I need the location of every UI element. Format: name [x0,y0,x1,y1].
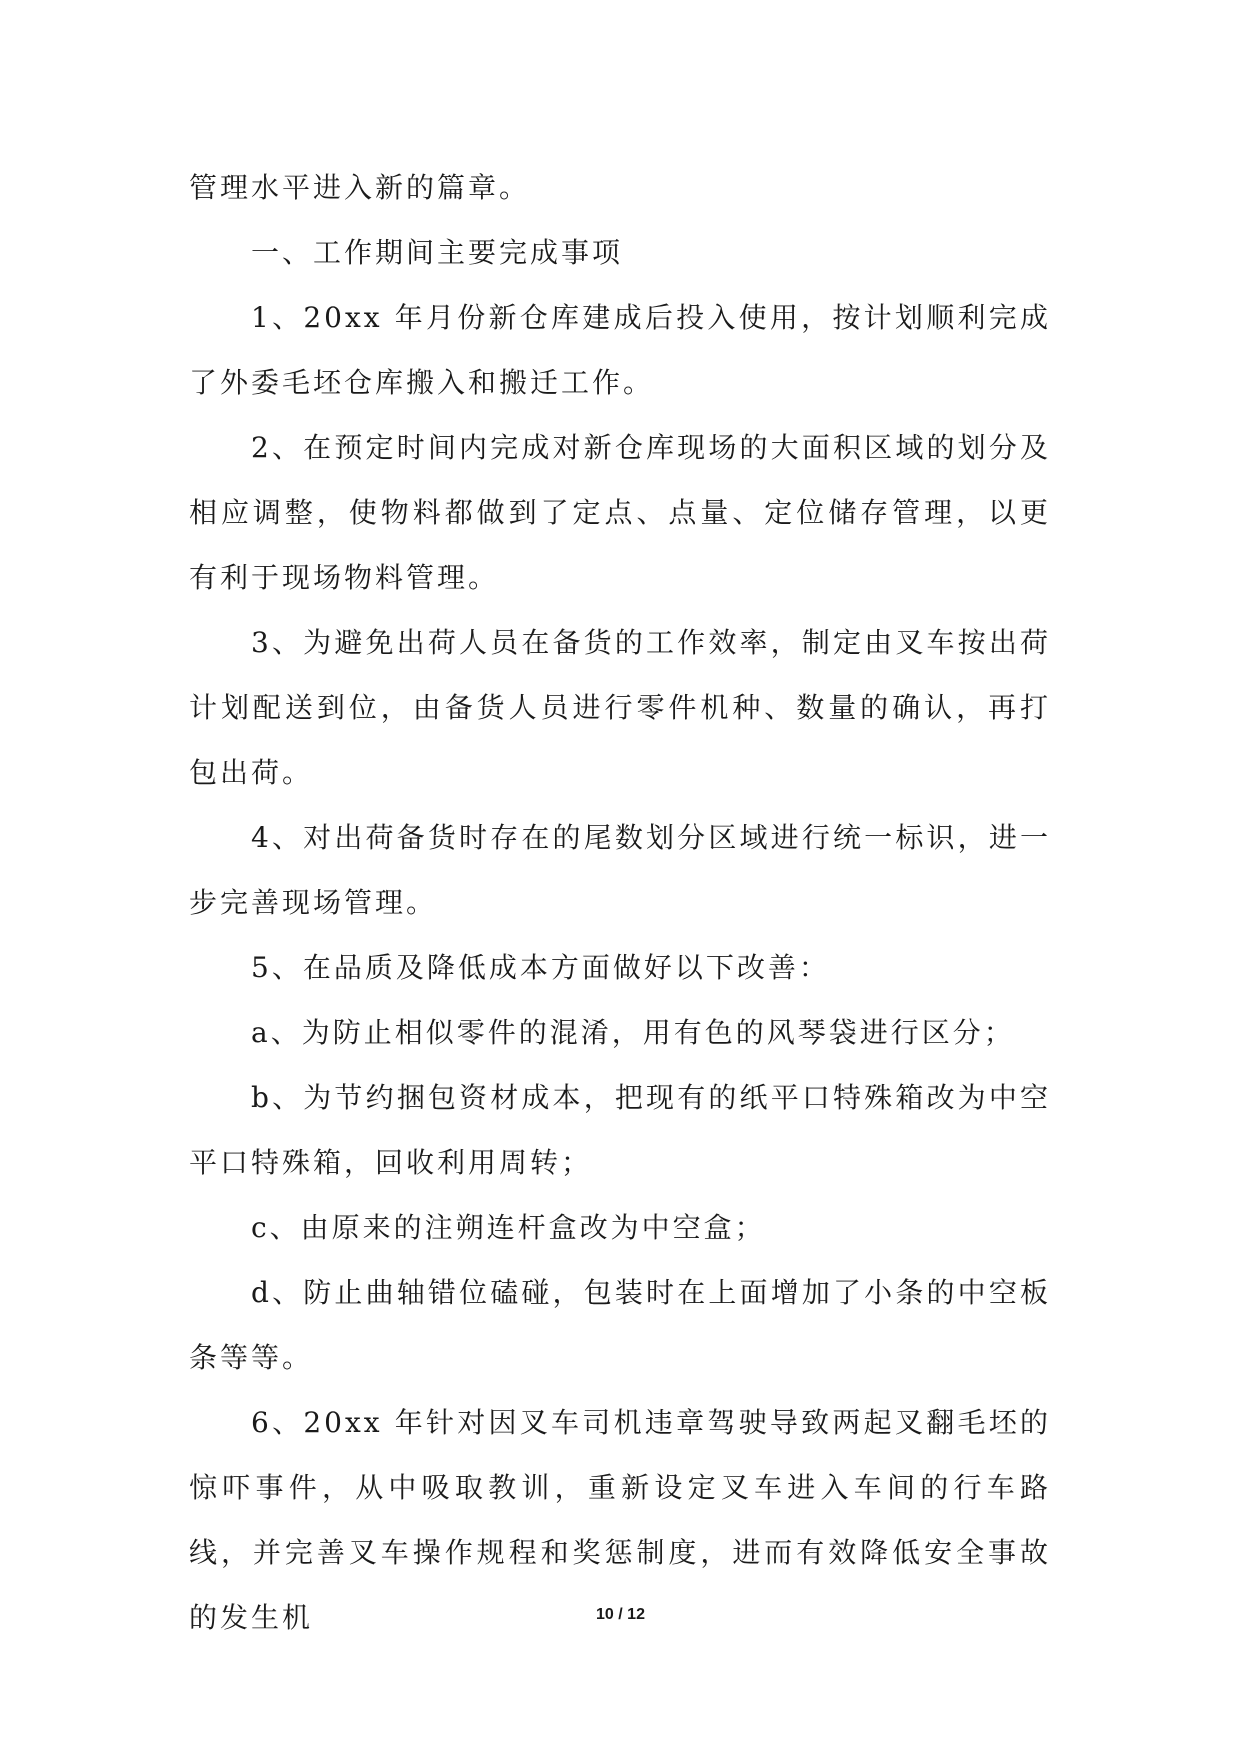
list-item-6: 6、20xx 年针对因叉车司机违章驾驶导致两起叉翻毛坯的惊吓事件，从中吸取教训，重新设定叉车进入车间的行车路线，并完善叉车操作规程和奖惩制度，进而有效降低安全事故的发生机 [189,1406,1051,1634]
sub-item-c: c、由原来的注朔连杆盒改为中空盒； [251,1211,766,1244]
list-item-4: 4、对出荷备货时存在的尾数划分区域进行统一标识，进一步完善现场管理。 [189,821,1051,919]
section-heading: 一、工作期间主要完成事项 [251,236,624,269]
sub-item-d: d、防止曲轴错位磕碰，包装时在上面增加了小条的中空板条等等。 [189,1276,1051,1374]
paragraph-continuation: 管理水平进入新的篇章。 [189,171,531,204]
list-item-5: 5、在品质及降低成本方面做好以下改善： [251,951,830,984]
sub-item-b: b、为节约捆包资材成本，把现有的纸平口特殊箱改为中空平口特殊箱，回收利用周转； [189,1081,1051,1179]
page-number: 10 / 12 [596,1606,645,1623]
list-item-2: 2、在预定时间内完成对新仓库现场的大面积区域的划分及相应调整，使物料都做到了定点、点量、定位储存管理，以更有利于现场物料管理。 [189,431,1051,594]
list-item-3: 3、为避免出荷人员在备货的工作效率，制定由叉车按出荷计划配送到位，由备货人员进行零件机种、数量的确认，再打包出荷。 [189,626,1051,789]
list-item-1: 1、20xx 年月份新仓库建成后投入使用，按计划顺利完成了外委毛坯仓库搬入和搬迁工作。 [189,301,1051,399]
document-body [189,155,1051,1650]
sub-item-a: a、为防止相似零件的混淆，用有色的风琴袋进行区分； [251,1016,1015,1049]
